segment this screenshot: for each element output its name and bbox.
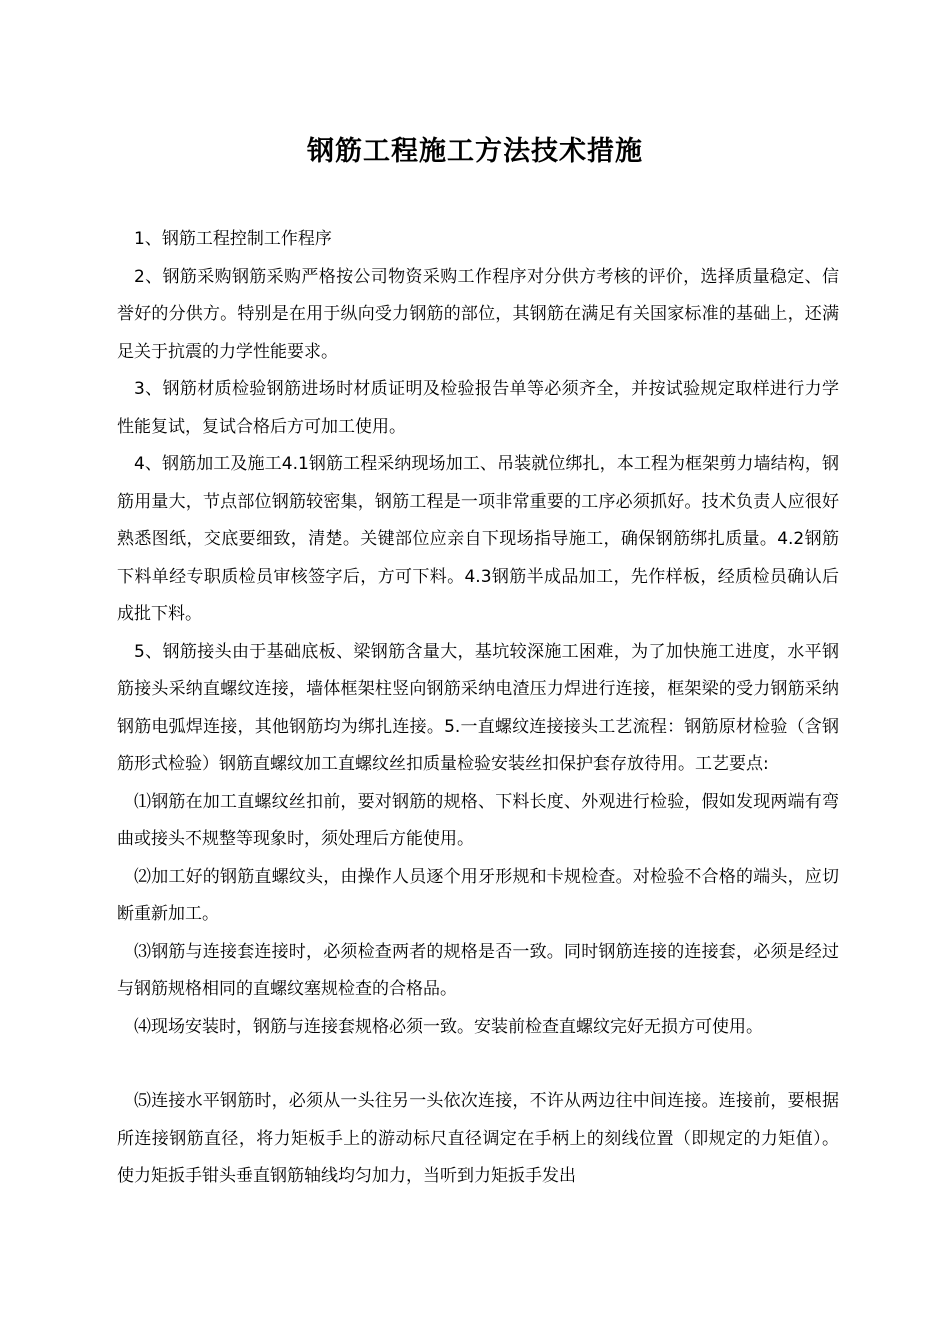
paragraph-item-2: ⑵加工好的钢筋直螺纹头，由操作人员逐个用牙形规和卡规检查。对检验不合格的端头，应切断重新加工。	[117, 866, 839, 924]
paragraph-item-3: ⑶钢筋与连接套连接时，必须检查两者的规格是否一致。同时钢筋连接的连接套，必须是经过与钢筋规格相同的直螺纹塞规检查的合格品。	[117, 941, 839, 999]
blank-line	[117, 1046, 839, 1083]
paragraph-1: 1、钢筋工程控制工作程序	[134, 229, 332, 249]
paragraph-item-5: ⑸连接水平钢筋时，必须从一头往另一头依次连接，不许从两边往中间连接。连接前，要根据所连接钢筋直径，将力矩板手上的游动标尺直径调定在手柄上的刻线位置（即规定的力矩值）。使力矩扳手钳头垂直钢筋轴线均匀加力，当听到力矩扳手发出	[117, 1091, 839, 1186]
paragraph-item-4: ⑷现场安装时，钢筋与连接套规格必须一致。安装前检查直螺纹完好无损方可使用。	[134, 1016, 763, 1037]
paragraph-3: 3、钢筋材质检验钢筋进场时材质证明及检验报告单等必须齐全，并按试验规定取样进行力学性能复试，复试合格后方可加工使用。	[117, 379, 839, 437]
document-title: 钢筋工程施工方法技术措施	[307, 136, 643, 167]
document-body	[117, 221, 839, 1196]
paragraph-5: 5、钢筋接头由于基础底板、梁钢筋含量大，基坑较深施工困难，为了加快施工进度，水平钢筋接头采纳直螺纹连接，墙体框架柱竖向钢筋采纳电渣压力焊进行连接，框架梁的受力钢筋采纳钢筋电弧焊连接，其他钢筋均为绑扎连接。5.一直螺纹连接接头工艺流程：钢筋原材检验（含钢筋形式检验）钢筋直螺纹加工直螺纹丝扣质量检验安装丝扣保护套存放待用。工艺要点:	[117, 641, 839, 774]
paragraph-4: 4、钢筋加工及施工4.1钢筋工程采纳现场加工、吊装就位绑扎，本工程为框架剪力墙结构，钢筋用量大，节点部位钢筋较密集，钢筋工程是一项非常重要的工序必须抓好。技术负责人应很好熟悉图纸，交底要细致，清楚。关键部位应亲自下现场指导施工，确保钢筋绑扎质量。4.2钢筋下料单经专职质检员审核签字后，方可下料。4.3钢筋半成品加工，先作样板，经质检员确认后成批下料。	[117, 454, 839, 624]
paragraph-2: 2、钢筋采购钢筋采购严格按公司物资采购工作程序对分供方考核的评价，选择质量稳定、信誉好的分供方。特别是在用于纵向受力钢筋的部位，其钢筋在满足有关国家标准的基础上，还满足关于抗震的力学性能要求。	[117, 266, 839, 362]
paragraph-item-1: ⑴钢筋在加工直螺纹丝扣前，要对钢筋的规格、下料长度、外观进行检验，假如发现两端有弯曲或接头不规整等现象时，须处理后方能使用。	[117, 791, 839, 849]
